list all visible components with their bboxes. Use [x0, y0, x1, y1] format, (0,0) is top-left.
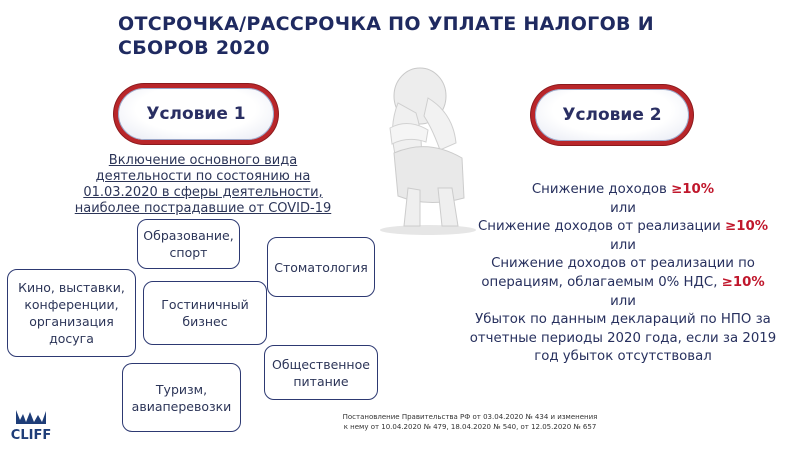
- sales-income-drop-line: Снижение доходов от реализации ≥10%: [477, 219, 769, 235]
- or-separator: или: [610, 200, 636, 216]
- loss-line: Убыток по данным деклараций по НПО за отчетные периоды 2020 года, если за 2019 год убыток отсутствовал: [469, 312, 777, 365]
- page-title: ОТСРОЧКА/РАССРОЧКА ПО УПЛАТЕ НАЛОГОВ И СБОРОВ 2020: [118, 13, 654, 59]
- condition-2-label: Условие 2: [562, 105, 662, 125]
- or-separator: или: [610, 293, 636, 309]
- sector-tourism-aviation: Туризм, авиаперевозки: [122, 363, 241, 432]
- sector-dentistry: Стоматология: [267, 237, 375, 297]
- activity-description: Включение основного вида деятельности по состоянию на 01.03.2020 в сферы деятельности, наиболее пострадавшие от COVID-19: [74, 153, 332, 216]
- logo-text: CLIFF: [10, 428, 52, 442]
- zero-vat-drop-line: Снижение доходов от реализации по операциям, облагаемым 0% НДС, ≥10%: [481, 256, 765, 290]
- sector-education-sport: Образование, спорт: [137, 219, 240, 269]
- sector-hotel-business: Гостиничный бизнес: [143, 281, 267, 345]
- footnote: Постановление Правительства РФ от 03.04.2020 № 434 и изменения к нему от 10.04.2020 № 479, 18.04.2020 № 540, от 12.05.2020 № 657: [342, 413, 598, 431]
- income-drop-line: Снижение доходов ≥10%: [531, 182, 715, 197]
- condition-2-list: [458, 181, 788, 367]
- condition-1-badge: [118, 88, 274, 140]
- sector-public-catering: Общественное питание: [264, 345, 378, 400]
- cliff-logo: [10, 410, 52, 442]
- or-separator: или: [610, 237, 636, 253]
- condition-2-badge: [535, 89, 689, 141]
- condition-1-label: Условие 1: [146, 104, 246, 124]
- sector-cinema-exhibitions: Кино, выставки, конференции, организация досуга: [7, 269, 136, 357]
